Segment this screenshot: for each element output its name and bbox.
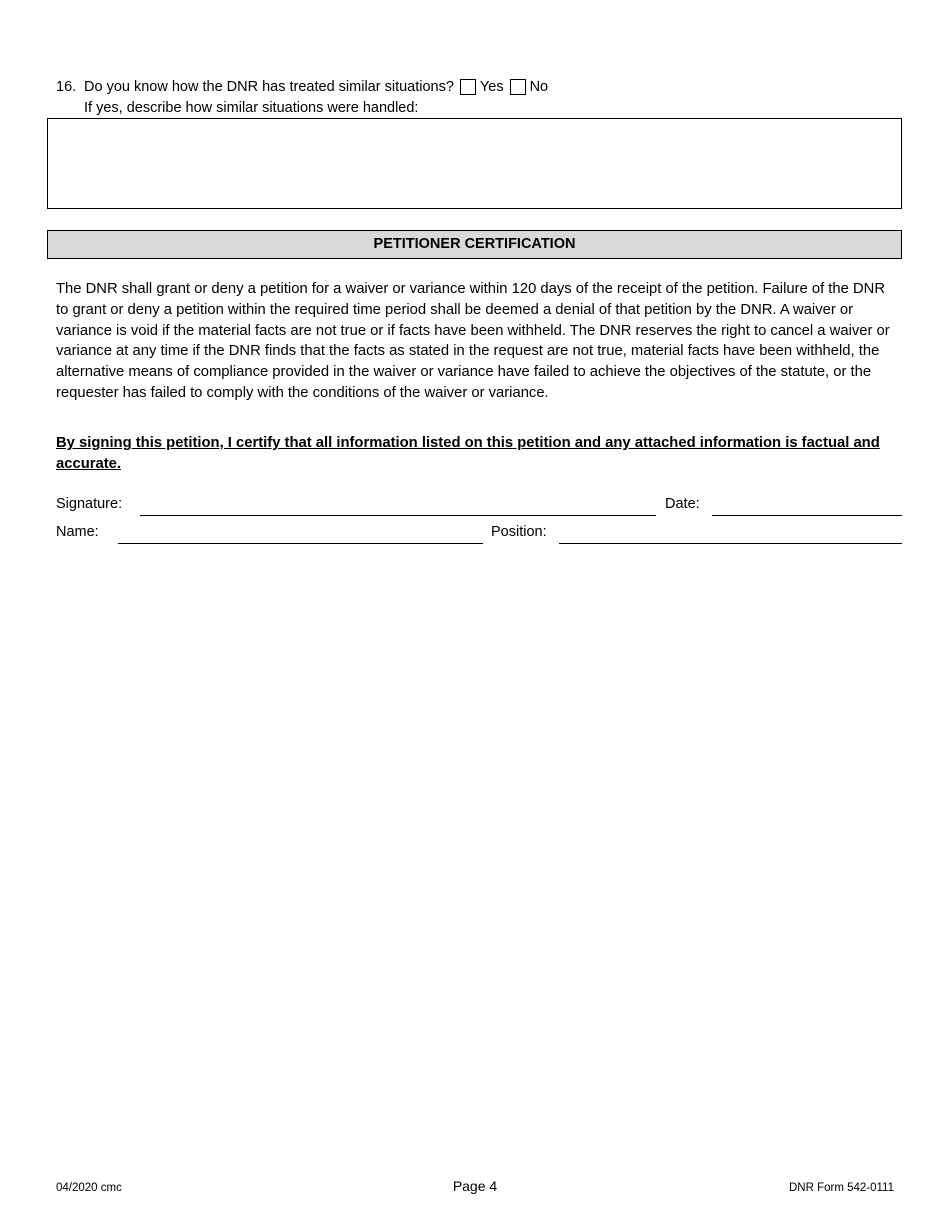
- position-label: Position:: [491, 524, 547, 540]
- section-header-petitioner-certification: PETITIONER CERTIFICATION: [47, 230, 902, 259]
- footer-revision: 04/2020 cmc: [56, 1182, 122, 1194]
- date-input[interactable]: [712, 496, 902, 516]
- name-label: Name:: [56, 524, 99, 540]
- certification-statement: By signing this petition, I certify that all information listed on this petition and any attached information is factual and accurate.: [56, 435, 880, 472]
- name-input[interactable]: [118, 524, 483, 544]
- question-text: Do you know how the DNR has treated similar situations?: [84, 79, 454, 95]
- position-input[interactable]: [559, 524, 902, 544]
- similar-situations-answer-box[interactable]: [47, 118, 902, 209]
- footer-form-number: DNR Form 542-0111: [788, 1182, 894, 1194]
- signature-input[interactable]: [140, 496, 656, 516]
- question-16-sub-prompt: If yes, describe how similar situations were handled:: [84, 100, 419, 116]
- signature-label: Signature:: [56, 496, 123, 512]
- question-number: 16.: [56, 79, 77, 95]
- yes-label: Yes: [479, 79, 504, 95]
- certification-body-text: The DNR shall grant or deny a petition for a waiver or variance within 120 days of the receipt of the petition. Failure of the DNR to grant or deny a petition within the required time period shall be deemed a denial of that petition by the DNR. A waiver or variance is void if the material facts are not true or if facts have been withheld. The DNR reserves the right to cancel a waiver or variance at any time if the DNR finds that the facts as stated in the request are not true, material facts have been withheld, the alternative means of compliance provided in the waiver or variance have failed to achieve the objectives of the statute, or the requester has failed to comply with the conditions of the waiver or variance.: [56, 281, 890, 401]
- date-label: Date:: [665, 496, 700, 512]
- footer-page-number: Page 4: [452, 1178, 498, 1194]
- yes-checkbox[interactable]: [460, 79, 476, 95]
- no-label: No: [529, 79, 549, 95]
- no-checkbox[interactable]: [510, 79, 526, 95]
- question-16: [56, 77, 548, 97]
